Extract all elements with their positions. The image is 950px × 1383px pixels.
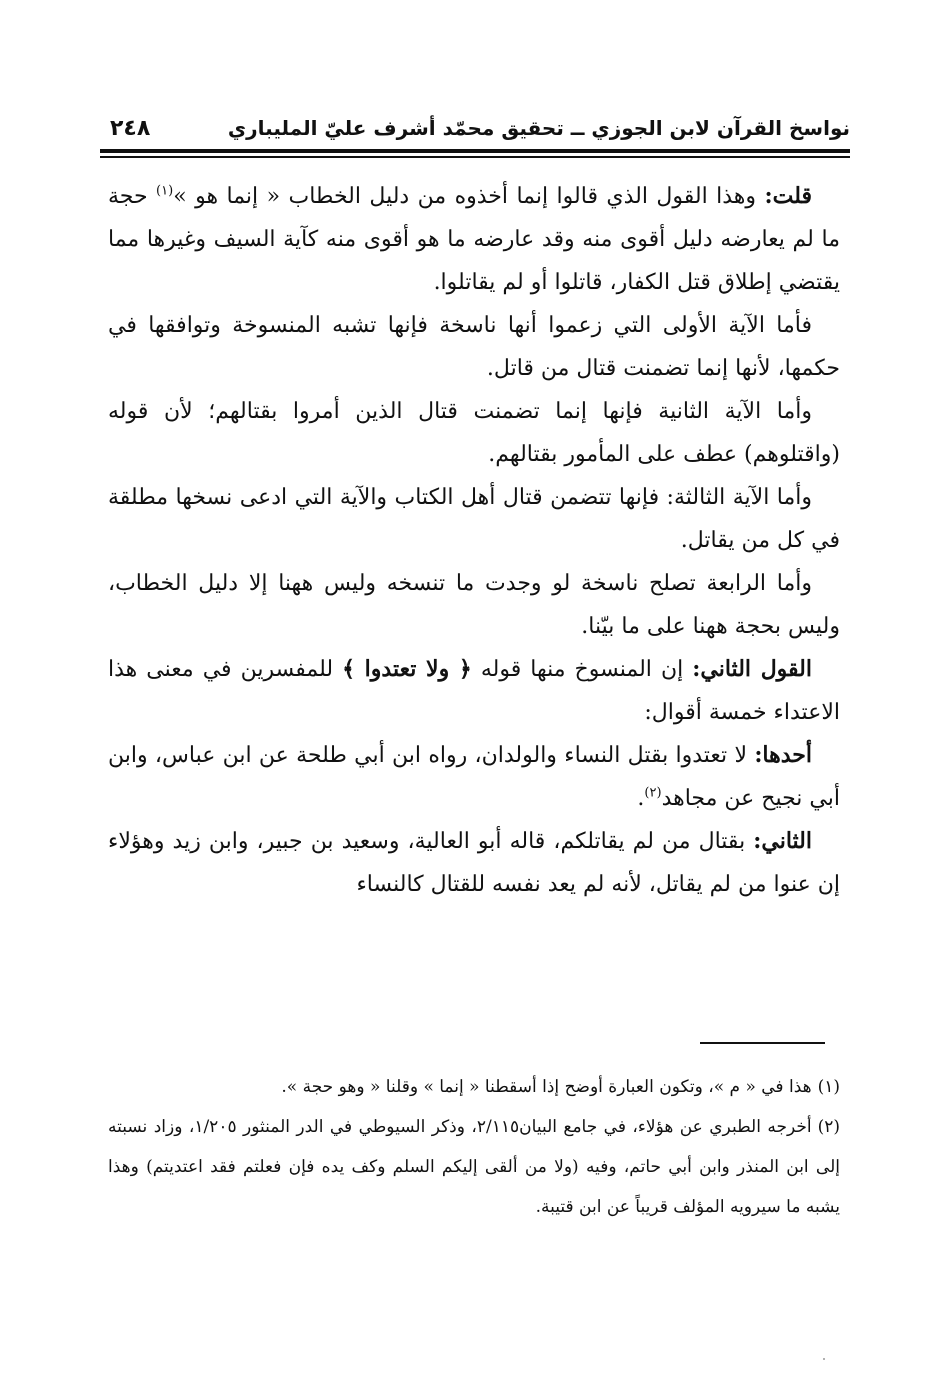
paragraph-text: وأما الرابعة تصلح ناسخة لو وجدت ما تنسخه وليس ههنا إلا دليل الخطاب، وليس بحجة ههنا على ما بيّنا.	[108, 571, 840, 639]
paragraph	[108, 648, 840, 734]
paragraph	[108, 476, 840, 562]
footnote-text: هذا في « م »، وتكون العبارة أوضح إذا أسقطنا « إنما » وقلنا « وهو حجة ».	[281, 1077, 812, 1097]
header-title: نواسخ القرآن لابن الجوزي ــ تحقيق محمّد أشرف عليّ المليباري	[227, 116, 850, 140]
footnote-text: أخرجه الطبري عن هؤلاء، في جامع البيان٢/١١٥، وذكر السيوطي في الدر المنثور ١/٢٠٥، وزاد نسبته إلى ابن المنذر وابن أبي حاتم، وفيه (ولا من ألقى إليكم السلم وكف يده فإن فعلتم فقد اعتديتم) وهذا يشبه ما سيرويه المؤلف قريباً عن ابن قتيبة.	[108, 1117, 840, 1217]
paragraph-label: القول الثاني:	[692, 656, 812, 682]
footnote-number: (٢)	[817, 1117, 840, 1137]
paragraph-text: لا تعتدوا بقتل النساء والولدان، رواه ابن أبي طلحة عن ابن عباس، وابن أبي نجيح عن مجاهد	[108, 743, 840, 811]
footnote-ref: (١)	[156, 183, 174, 199]
paragraph-label: أحدها:	[754, 742, 812, 768]
footnote-separator	[700, 1042, 825, 1044]
paragraph-label: قلت:	[764, 183, 813, 209]
paragraph-text: إن المنسوخ منها قوله	[471, 657, 693, 682]
footnote-ref: (٢)	[644, 785, 662, 801]
paragraph	[108, 562, 840, 648]
paragraph-label: الثاني:	[753, 828, 812, 854]
paragraph	[108, 734, 840, 820]
footnote	[108, 1067, 840, 1107]
paragraph	[108, 390, 840, 476]
paragraph-text: وأما الآية الثالثة: فإنها تتضمن قتال أهل الكتاب والآية التي ادعى نسخها مطلقة في كل من يقاتل.	[108, 485, 840, 553]
header-rule-thin	[100, 156, 850, 158]
running-header	[110, 108, 850, 148]
footnotes	[108, 1067, 840, 1227]
quran-quote: ﴿ ولا تعتدوا ﴾	[342, 656, 472, 682]
paragraph-text: وهذا القول الذي قالوا إنما أخذوه من دليل الخطاب « إنما هو »	[173, 184, 765, 209]
scan-speck	[823, 1358, 825, 1360]
paragraph-text: بقتال من لم يقاتلكم، قاله أبو العالية، وسعيد بن جبير، وابن زيد وهؤلاء إن عنوا من لم يقاتل، لأنه لم يعد نفسه للقتال كالنساء	[108, 829, 840, 897]
footnote-number: (١)	[817, 1077, 840, 1097]
paragraph-text: وأما الآية الثانية فإنها إنما تضمنت قتال الذين أمروا بقتالهم؛ لأن قوله (واقتلوهم) عطف على المأمور بقتالهم.	[108, 399, 840, 467]
paragraph	[108, 304, 840, 390]
paragraph-text-tail: .	[637, 786, 645, 811]
paragraph-text-tail: للمفسرين في معنى هذا الاعتداء خمسة أقوال:	[108, 657, 840, 725]
paragraph-text-tail: حجة ما لم يعارضه دليل أقوى منه وقد عارضه ما هو أقوى منه كآية السيف وغيرها مما يقتضي إطلاق قتل الكفار، قاتلوا أو لم يقاتلوا.	[108, 184, 840, 295]
paragraph	[108, 175, 840, 304]
main-text	[108, 175, 840, 906]
paragraph	[108, 820, 840, 906]
footnote	[108, 1107, 840, 1227]
paragraph-text: فأما الآية الأولى التي زعموا أنها ناسخة فإنها تشبه المنسوخة وتوافقها في حكمها، لأنها إنما تضمنت قتال من قاتل.	[108, 313, 840, 381]
header-rule-thick	[100, 149, 850, 153]
page-number: ٢٤٨	[110, 115, 151, 141]
